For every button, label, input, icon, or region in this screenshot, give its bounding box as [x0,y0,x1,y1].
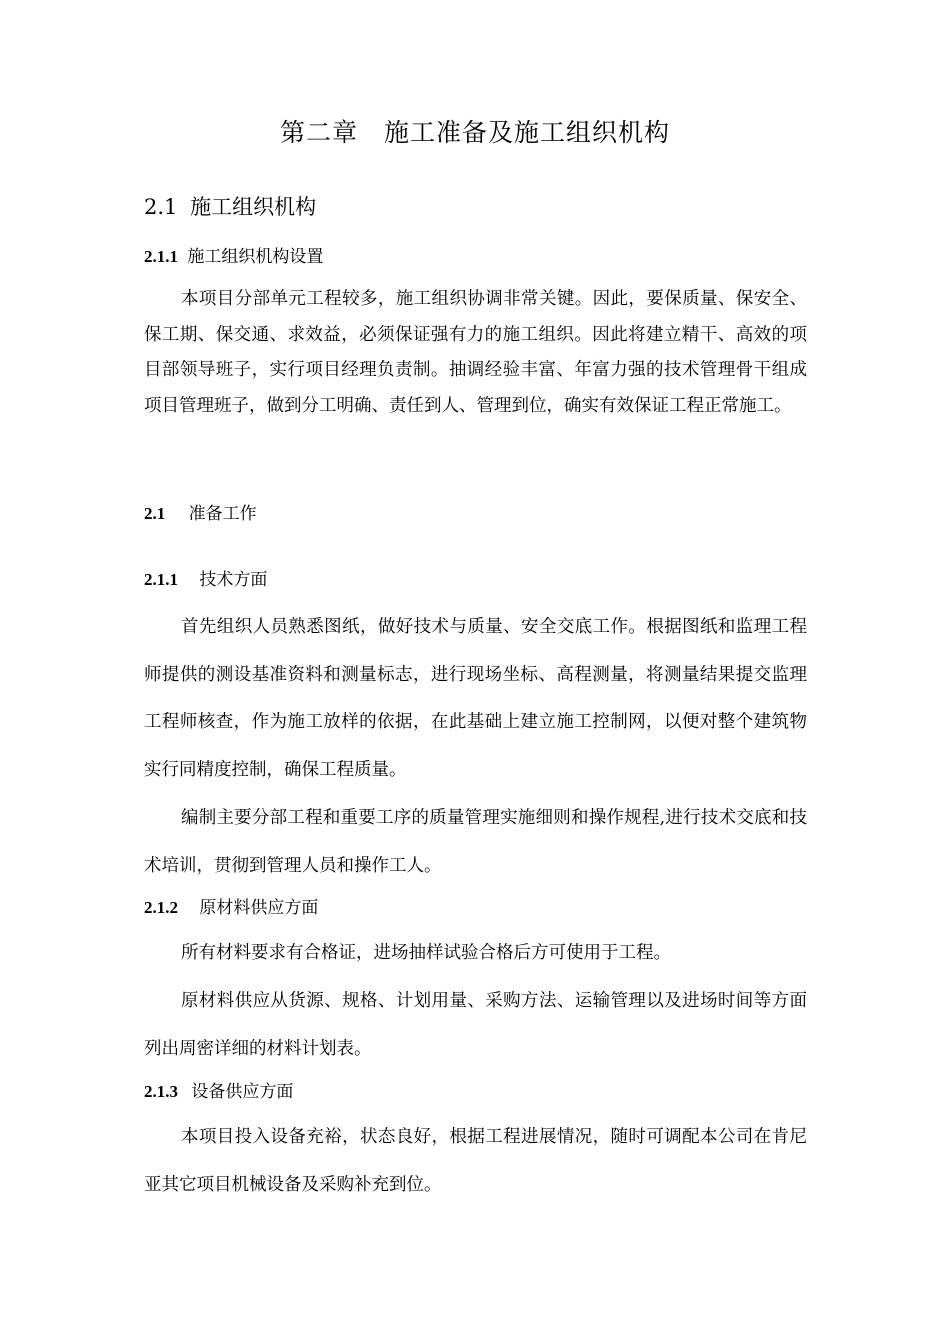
subsection-heading-2-1-1-org [144,243,807,271]
paragraph-technical-2: 编制主要分部工程和重要工序的质量管理实施细则和操作规程,进行技术交底和技术培训，贯彻到管理人员和操作工人。 [144,808,807,876]
paragraph-materials-2: 原材料供应从货源、规格、计划用量、采购方法、运输管理以及进场时间等方面列出周密详细的材料计划表。 [144,991,807,1059]
paragraph-technical-1: 首先组织人员熟悉图纸，做好技术与质量、安全交底工作。根据图纸和监理工程师提供的测设基准资料和测量标志，进行现场坐标、高程测量，将测量结果提交监理工程师核查，作为施工放样的依据，在此基础上建立施工控制网，以便对整个建筑物实行同精度控制，确保工程质量。 [144,617,807,780]
subsection-heading-2-1-prep [144,500,807,528]
subsection-number: 2.1.1 [144,247,178,266]
subsection-heading-2-1-2 [144,894,807,922]
section-number: 2.1 [144,195,178,219]
section-title: 施工组织机构 [190,195,317,219]
subsection-title: 设备供应方面 [191,1082,294,1102]
subsection-number: 2.1.1 [144,570,178,589]
paragraph-organization: 本项目分部单元工程较多，施工组织协调非常关键。因此，要保质量、保安全、保工期、保交通、求效益，必须保证强有力的施工组织。因此将建立精干、高效的项目部领导班子，实行项目经理负责制。抽调经验丰富、年富力强的技术管理骨干组成项目管理班子，做到分工明确、责任到人、管理到位，确实有效保证工程正常施工。 [144,289,807,416]
subsection-title: 技术方面 [199,570,268,590]
subsection-number: 2.1 [144,504,166,523]
section-heading-2-1 [144,190,807,224]
subsection-number: 2.1.3 [144,1082,178,1101]
subsection-heading-2-1-3 [144,1078,807,1106]
paragraph-materials-1: 所有材料要求有合格证，进场抽样试验合格后方可使用于工程。 [181,943,671,963]
subsection-title: 原材料供应方面 [199,898,319,918]
subsection-heading-2-1-1-tech [144,566,807,594]
paragraph-equipment: 本项目投入设备充裕，状态良好，根据工程进展情况，随时可调配本公司在肯尼亚其它项目机械设备及采购补充到位。 [144,1127,807,1195]
subsection-title: 施工组织机构设置 [187,247,324,267]
chapter-title: 第二章 施工准备及施工组织机构 [279,118,670,147]
subsection-number: 2.1.2 [144,898,178,917]
subsection-title: 准备工作 [188,504,257,524]
